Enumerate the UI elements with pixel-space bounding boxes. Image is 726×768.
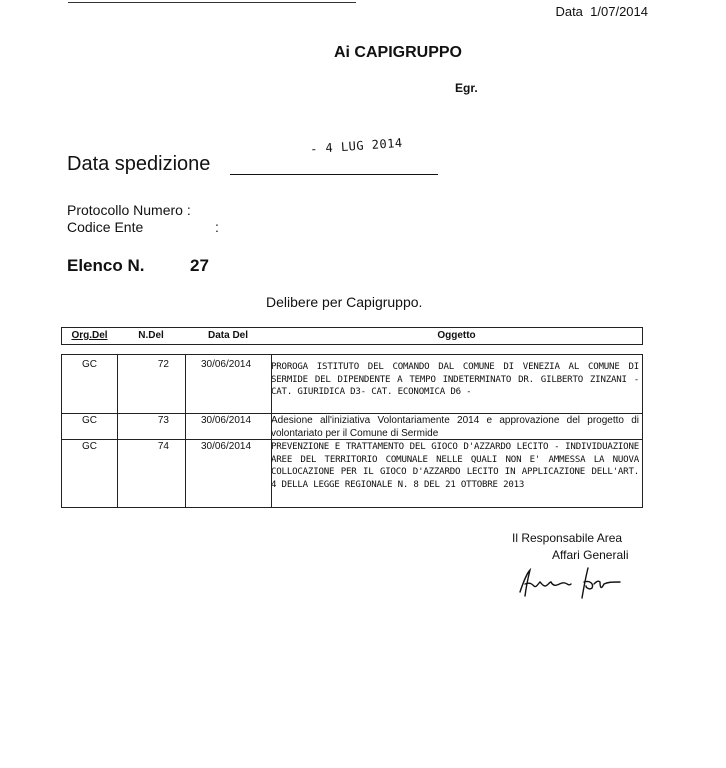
codice-label: Codice Ente <box>67 219 144 235</box>
cell-num: 73 <box>157 415 169 426</box>
cell-oggetto: Adesione all'iniziativa Volontariamente 2014 e approvazione del progetto di volontariato per il Comune di Sermide <box>271 415 639 439</box>
cell-date: 30/06/2014 <box>200 441 252 452</box>
cell-date: 30/06/2014 <box>200 415 252 426</box>
spedizione-label: Data spedizione <box>67 153 211 175</box>
column-header-num: N.Del <box>138 330 164 341</box>
date-label: Data <box>555 4 583 19</box>
row-divider <box>62 439 642 440</box>
spedizione-line <box>230 174 438 175</box>
cell-date: 30/06/2014 <box>200 359 252 370</box>
cell-org: GC <box>82 359 97 370</box>
table-row <box>62 415 642 440</box>
cell-oggetto: PROROGA ISTITUTO DEL COMANDO DAL COMUNE DI VENEZIA AL COMUNE DI SERMIDE DEL DIPENDENTE A TEMPO INDETERMINATO DR. GILBERTO ZINZANI - CAT. GIURIDICA D3- CAT. ECONOMICA D6 - <box>271 362 639 397</box>
elenco-number: 27 <box>190 256 209 275</box>
page-title: Ai CAPIGRUPPO <box>333 44 462 61</box>
signatory-area: Affari Generali <box>552 548 629 562</box>
top-divider <box>68 2 356 3</box>
table-row <box>62 359 642 415</box>
elenco-label: Elenco N. <box>67 256 145 275</box>
row-divider <box>62 413 642 414</box>
signatory-title: Il Responsabile Area <box>512 531 623 545</box>
deliberations-table <box>61 354 643 508</box>
column-header-org: Org.Del <box>71 330 108 341</box>
column-header-date: Data Del <box>207 330 248 341</box>
cell-num: 72 <box>157 359 169 370</box>
protocollo-label: Protocollo Numero : <box>67 202 191 218</box>
subtitle: Delibere per Capigruppo. <box>266 294 423 310</box>
cell-org: GC <box>82 415 97 426</box>
document-date <box>555 4 648 19</box>
date-value: 1/07/2014 <box>590 4 648 19</box>
date-stamp: - 4 LUG 2014 <box>309 135 404 157</box>
table-row <box>62 441 642 505</box>
codice-colon: : <box>215 219 219 235</box>
recipient-prefix: Egr. <box>455 81 478 95</box>
cell-num: 74 <box>157 441 169 452</box>
column-header-oggetto: Oggetto <box>437 330 476 341</box>
cell-org: GC <box>82 441 97 452</box>
cell-oggetto: PREVENZIONE E TRATTAMENTO DEL GIOCO D'AZZARDO LECITO - INDIVIDUAZIONE AREE DEL TERRITORIO COMUNALE NELLE QUALI NON E' AMMESSA LA NUOVA COLLOCAZIONE PER IL GIOCO D'AZZARDO LECITO IN APPLICAZIONE DELL'ART. 4 DELLA LEGGE REGIONALE N. 8 DEL 21 OTTOBRE 2013 <box>271 442 639 490</box>
table-header <box>61 327 643 345</box>
handwritten-signature <box>516 562 636 602</box>
